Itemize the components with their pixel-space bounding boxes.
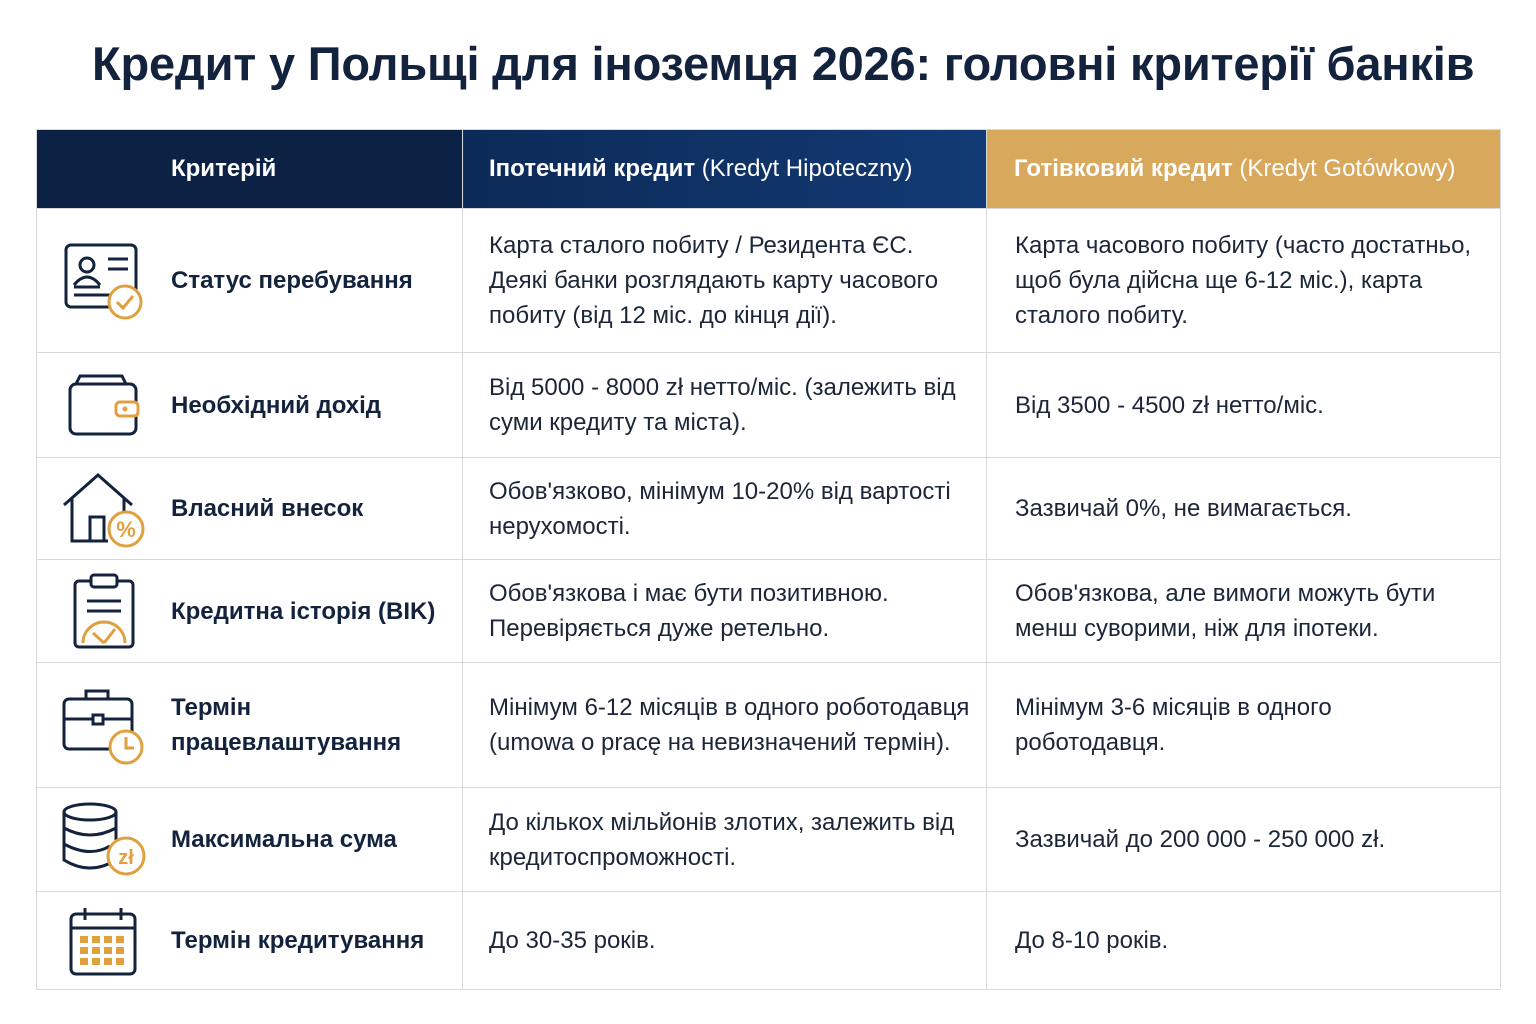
cash-cell: До 8-10 років. (987, 892, 1501, 990)
criterion-label: Термін кредитування (171, 927, 425, 954)
header-mortgage (463, 130, 987, 209)
criterion-cell (37, 209, 463, 353)
header-mortgage-sub: (Kredyt Hipoteczny) (701, 155, 913, 182)
id-card-check-icon (62, 239, 146, 323)
criterion-cell (37, 663, 463, 788)
criterion-label: Необхідний дохід (171, 391, 382, 419)
criterion-cell (37, 353, 463, 458)
page-title: Кредит у Польщі для іноземця 2026: головні критерії банків (92, 37, 1475, 90)
header-cash-sub: (Kredyt Gotówkowy) (1239, 155, 1456, 182)
mortgage-cell: Карта сталого побиту / Резидента ЄС. Деякі банки розглядають карту часового побиту (від 12 міс. до кінця дії). (463, 209, 987, 353)
house-percent-icon (60, 469, 148, 549)
calendar-icon (67, 904, 141, 978)
criterion-cell (37, 560, 463, 663)
wallet-icon (66, 370, 142, 440)
header-mortgage-main: Іпотечний кредит (489, 155, 696, 182)
mortgage-cell: Обов'язкова і має бути позитивною. Перевіряється дуже ретельно. (463, 560, 987, 663)
table-row (37, 788, 1501, 892)
table-header-row (37, 130, 1501, 209)
table-row (37, 353, 1501, 458)
header-cash-main: Готівковий кредит (1014, 155, 1233, 182)
zloty-symbol: zł (118, 846, 134, 869)
criterion-label: Термін працевлаштування (171, 694, 402, 756)
table-row (37, 560, 1501, 663)
criterion-label: Власний внесок (171, 495, 364, 522)
cash-cell: Зазвичай до 200 000 - 250 000 zł. (987, 788, 1501, 892)
cash-cell: Карта часового побиту (часто достатньо, щоб була дійсна ще 6-12 міс.), карта сталого побиту. (987, 209, 1501, 353)
comparison-table (36, 129, 1501, 990)
mortgage-cell: До кількох мільйонів злотих, залежить від кредитоспроможності. (463, 788, 987, 892)
criterion-label: Кредитна історія (BIK) (171, 597, 436, 625)
header-cash (987, 130, 1501, 209)
svg-text:%: % (116, 516, 136, 542)
cash-cell: Від 3500 - 4500 zł нетто/міс. (987, 353, 1501, 458)
coins-zloty-icon (60, 800, 148, 880)
criterion-label: Статус перебування (171, 267, 413, 294)
mortgage-cell: Від 5000 - 8000 zł нетто/міс. (залежить від суми кредиту та міста). (463, 353, 987, 458)
table-row (37, 458, 1501, 560)
mortgage-cell: Обов'язково, мінімум 10-20% від вартості нерухомості. (463, 458, 987, 560)
cash-cell: Зазвичай 0%, не вимагається. (987, 458, 1501, 560)
criterion-cell (37, 788, 463, 892)
header-criterion: Критерій (37, 130, 463, 209)
criterion-label: Максимальна сума (171, 826, 397, 853)
briefcase-clock-icon (60, 685, 148, 765)
table-row (37, 663, 1501, 788)
table-row (37, 892, 1501, 990)
cash-cell: Мінімум 3-6 місяців в одного роботодавця. (987, 663, 1501, 788)
mortgage-cell: Мінімум 6-12 місяців в одного роботодавця (umowa o pracę на невизначений термін). (463, 663, 987, 788)
mortgage-cell: До 30-35 років. (463, 892, 987, 990)
table-row (37, 209, 1501, 353)
cash-cell: Обов'язкова, але вимоги можуть бути менш суворими, ніж для іпотеки. (987, 560, 1501, 663)
clipboard-gauge-icon (69, 571, 139, 651)
criterion-cell (37, 892, 463, 990)
criterion-cell (37, 458, 463, 560)
